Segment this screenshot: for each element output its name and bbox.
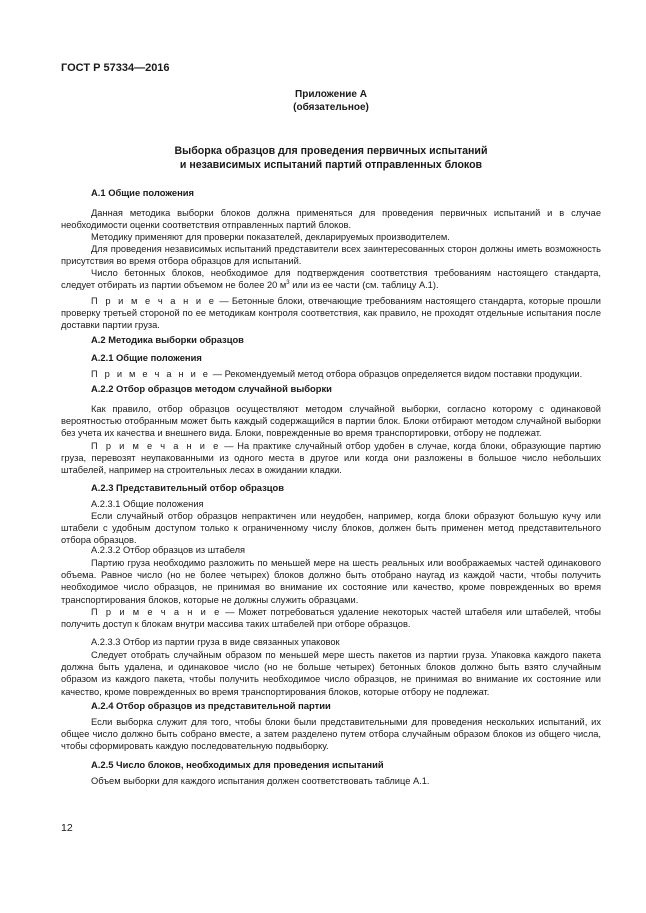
- section-a231-heading: А.2.3.1 Общие положения: [91, 499, 204, 509]
- appendix-title: Приложение А: [295, 89, 367, 100]
- section-a21-heading: А.2.1 Общие положения: [91, 352, 202, 363]
- section-a23-heading: А.2.3 Представительный отбор образцов: [91, 482, 285, 493]
- note-label: П р и м е ч а н и е: [91, 369, 211, 379]
- section-a1-heading: А.1 Общие положения: [91, 187, 194, 198]
- appendix-subtitle: (обязательное): [293, 102, 369, 113]
- section-a2-heading: А.2 Методика выборки образцов: [91, 334, 244, 345]
- section-a232-heading: А.2.3.2 Отбор образцов из штабеля: [91, 545, 246, 555]
- page-number: 12: [61, 822, 73, 834]
- section-a231-paragraph-1: Если случайный отбор образцов непрактичен или неудобен, например, когда блоки образуют большую кучу или штабели с удобным доступом только к ограниченному числу блоков, должен быть применен метод представительного отбора образцов.: [61, 511, 601, 546]
- section-a1-paragraph-1: Данная методика выборки блоков должна применяться для проведения первичных испытаний и в случае необходимости оценки соответствия отправленных партий блоков.: [61, 208, 601, 231]
- section-a1-note: [61, 295, 601, 332]
- section-a25-paragraph-1: Объем выборки для каждого испытания должен соответствовать таблице А.1.: [91, 776, 430, 786]
- section-a1-paragraph-2: Методику применяют для проверки показателей, декларируемых производителем.: [91, 232, 450, 242]
- section-a232-paragraph-1: Партию груза необходимо разложить по меньшей мере на шесть реальных или воображаемых частей одинакового объема. Равное число (но не более четырех) блоков должно быть отобрано наугад из каждой части, чтобы получить необходимое число образцов, не принимая во внимание их состояние или качество, кроме поврежденных во время транспортирования блоков, которые не должны служить образцами.: [61, 558, 601, 605]
- main-title: [61, 145, 601, 172]
- document-standard-id: ГОСТ Р 57334—2016: [61, 62, 170, 74]
- section-a22-note: [61, 440, 601, 477]
- section-a21-note: [61, 368, 601, 380]
- main-title-line-2: и независимых испытаний партий отправленных блоков: [179, 158, 483, 171]
- note-label: П р и м е ч а н и е: [91, 607, 222, 617]
- note-label: П р и м е ч а н и е: [91, 296, 217, 306]
- section-a25-heading: А.2.5 Число блоков, необходимых для проведения испытаний: [91, 759, 384, 770]
- note-label: П р и м е ч а н и е: [91, 441, 221, 451]
- note-text: — Рекомендуемый метод отбора образцов определяется видом поставки продукции.: [210, 369, 583, 379]
- appendix-block: [61, 88, 601, 114]
- note-text: — На практике случайный отбор удобен в случае, когда блоки, образующие партию груза, перевозят неупакованными из одного места в другое или когда они разложены в большое число небольших штабелей, например на строительных лесах в ожидании кладки.: [61, 441, 601, 476]
- a1-p4-text: Число бетонных блоков, необходимое для подтверждения соответствия требованиям настоящего стандарта, следует отбирать из партии объемом не более 20 м: [61, 268, 601, 291]
- section-a24-heading: А.2.4 Отбор образцов из представительной партии: [91, 700, 331, 711]
- section-a22-paragraph-1: Как правило, отбор образцов осуществляют методом случайной выборки, согласно которому с одинаковой вероятностью отобранным может быть каждый содержащийся в партии блок. Блоки отбирают методом случайной выборки без учета их качества и внешнего вида. Блоки, поврежденные во время транспортировки, отбору не подлежат.: [61, 404, 601, 439]
- note-text: — Может потребоваться удаление некоторых частей штабеля или штабелей, чтобы получить доступ к блокам внутри массива таких штабелей при отборе образцов.: [61, 607, 601, 630]
- section-a22-heading: А.2.2 Отбор образцов методом случайной выборки: [91, 383, 332, 394]
- a1-p4-text-end: или из ее части (см. таблицу А.1).: [289, 280, 439, 291]
- section-a232-note: [61, 606, 601, 630]
- section-a233-heading: А.2.3.3 Отбор из партии груза в виде связанных упаковок: [91, 637, 340, 647]
- note-text: — Бетонные блоки, отвечающие требованиям настоящего стандарта, которые прошли проверку третьей стороной по ее методикам контроля соответствия, как правило, не проходят отдельные испытания после доставки партии груза.: [61, 296, 602, 331]
- section-a1-paragraph-3: Для проведения независимых испытаний представители всех заинтересованных сторон должны иметь возможность присутствия во время отбора образцов для испытаний.: [61, 244, 601, 267]
- section-a1-paragraph-4: [61, 267, 601, 291]
- section-a233-paragraph-1: Следует отобрать случайным образом по меньшей мере шесть пакетов из партии груза. Упаковка каждого пакета должна быть удалена, и одинаковое число (но не больше четырех) бетонных блоков должно быть взято случайным образом из каждого пакета, чтобы получить необходимое число образцов, не принимая во внимание их состояние или качество, кроме поврежденных во время транспортирования блоков, которые отбору не подлежат.: [61, 650, 601, 697]
- section-a24-paragraph-1: Если выборка служит для того, чтобы блоки были представительными для проведения нескольких испытаний, их общее число должно быть собрано вместе, а затем разделено путем отбора случайным образом блоков из общего числа, чтобы сформировать каждую последовательную подвыборку.: [61, 717, 601, 752]
- main-title-line-1: Выборка образцов для проведения первичных испытаний: [174, 145, 488, 157]
- a1-p4-superscript: 3: [286, 280, 290, 287]
